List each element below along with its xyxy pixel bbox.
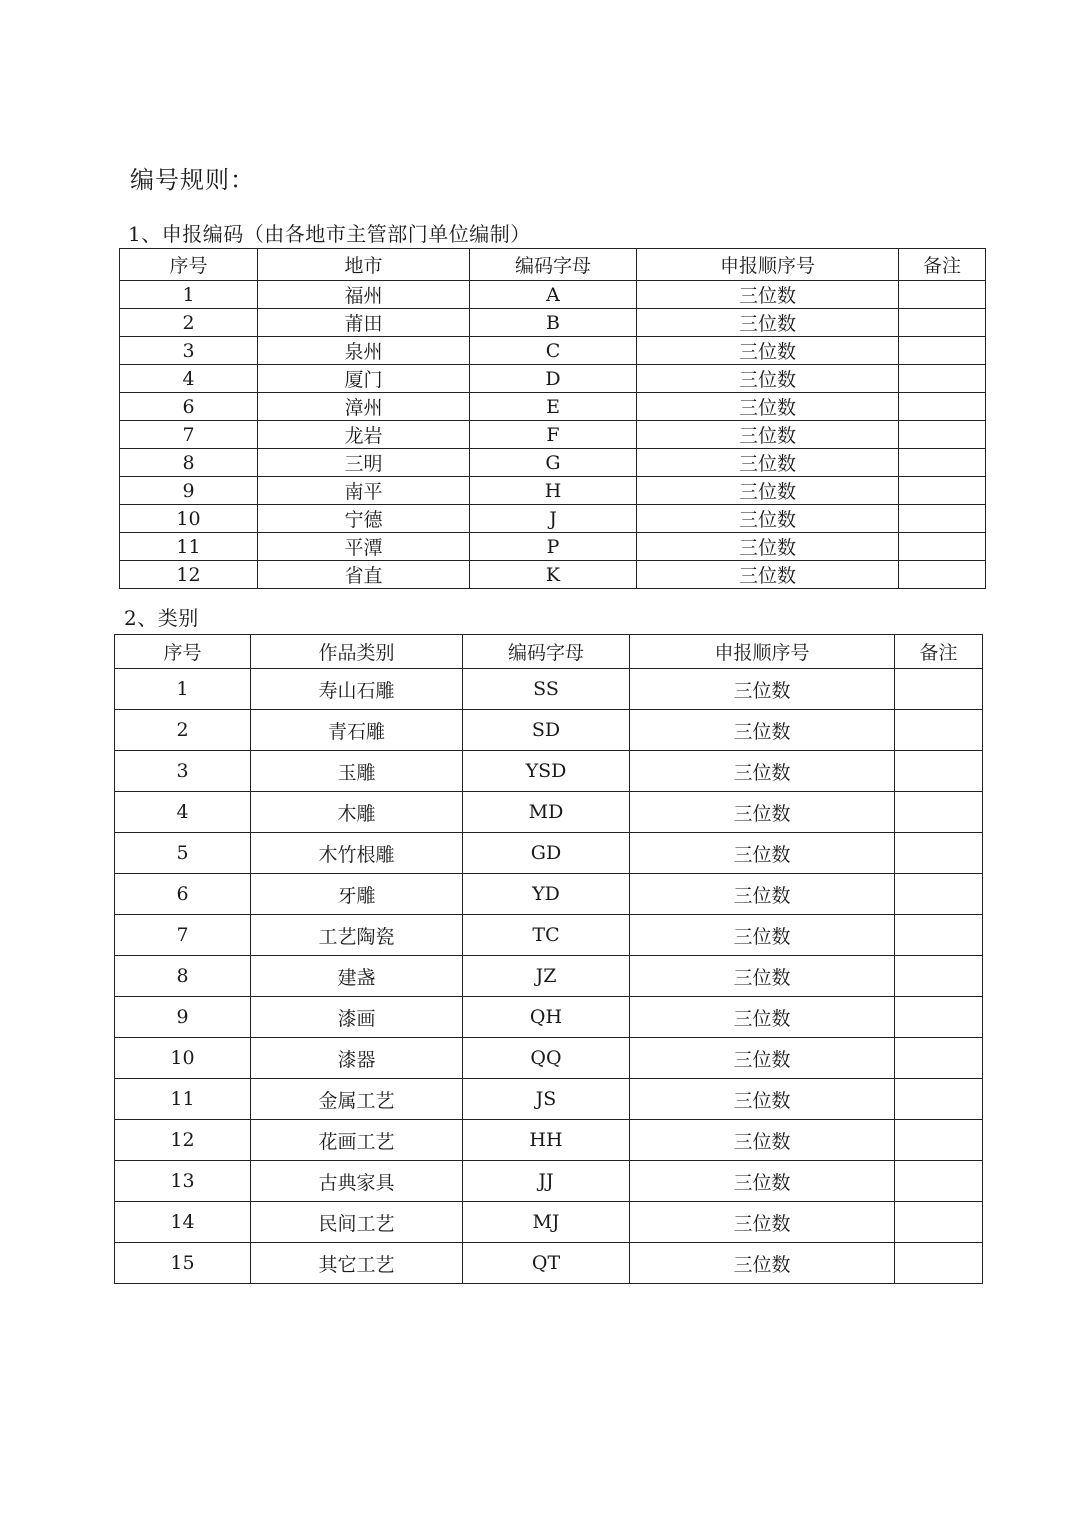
table-row <box>120 421 986 449</box>
page-title: 编号规则： <box>130 166 255 194</box>
table-cell <box>895 997 983 1038</box>
table-row <box>115 792 983 833</box>
table-cell: D <box>470 365 637 393</box>
table-row <box>115 874 983 915</box>
column-header: 申报顺序号 <box>637 249 899 281</box>
table-cell: MD <box>463 792 630 833</box>
table-row <box>115 669 983 710</box>
table-cell: 泉州 <box>258 337 470 365</box>
table-cell: 三位数 <box>630 1243 895 1284</box>
table-cell: 10 <box>120 505 258 533</box>
table-cell <box>899 281 986 309</box>
table-cell: 三位数 <box>630 1202 895 1243</box>
table-cell: 牙雕 <box>251 874 463 915</box>
table-cell: 三位数 <box>630 710 895 751</box>
table-cell: 南平 <box>258 477 470 505</box>
table-cell: 12 <box>115 1120 251 1161</box>
table-cell <box>895 1120 983 1161</box>
table-row <box>120 393 986 421</box>
table-cell: YD <box>463 874 630 915</box>
table-cell: SS <box>463 669 630 710</box>
table-row <box>120 533 986 561</box>
table-cell: 省直 <box>258 561 470 589</box>
table-cell: 福州 <box>258 281 470 309</box>
table-cell <box>895 1079 983 1120</box>
column-header: 地市 <box>258 249 470 281</box>
table-cell: 民间工艺 <box>251 1202 463 1243</box>
table-cell: TC <box>463 915 630 956</box>
table-cell: 青石雕 <box>251 710 463 751</box>
table-header-row <box>115 635 983 669</box>
table-row <box>115 833 983 874</box>
table-cell <box>895 792 983 833</box>
table-cell: 三位数 <box>630 1079 895 1120</box>
table-cell: 9 <box>120 477 258 505</box>
table-cell: 古典家具 <box>251 1161 463 1202</box>
table-cell <box>895 1161 983 1202</box>
table-cell <box>895 710 983 751</box>
table-cell: HH <box>463 1120 630 1161</box>
table-row <box>115 997 983 1038</box>
table-cell: JZ <box>463 956 630 997</box>
table-cell: 11 <box>120 533 258 561</box>
table-cell: 9 <box>115 997 251 1038</box>
table-cell: 三位数 <box>630 874 895 915</box>
table-cell <box>899 505 986 533</box>
column-header: 备注 <box>899 249 986 281</box>
table-cell: 玉雕 <box>251 751 463 792</box>
table-cell: 莆田 <box>258 309 470 337</box>
table-cell <box>895 874 983 915</box>
table-cell <box>899 309 986 337</box>
table-cell: 三位数 <box>630 833 895 874</box>
table-cell: 建盏 <box>251 956 463 997</box>
table-cell: 5 <box>115 833 251 874</box>
column-header: 作品类别 <box>251 635 463 669</box>
table-cell: 三位数 <box>630 997 895 1038</box>
table-cell: 三位数 <box>637 393 899 421</box>
table-row <box>120 561 986 589</box>
table-cell: 三位数 <box>630 669 895 710</box>
table-cell: 寿山石雕 <box>251 669 463 710</box>
table-cell <box>899 365 986 393</box>
table-cell: 三位数 <box>630 792 895 833</box>
table-cell <box>899 533 986 561</box>
table-cell: 花画工艺 <box>251 1120 463 1161</box>
table-cell: 2 <box>120 309 258 337</box>
table-row <box>120 477 986 505</box>
table-cell: 三明 <box>258 449 470 477</box>
table-cell: 8 <box>120 449 258 477</box>
table-cell: E <box>470 393 637 421</box>
table-cell: QH <box>463 997 630 1038</box>
table-row <box>115 710 983 751</box>
table-cell: 三位数 <box>637 281 899 309</box>
table-cell: 1 <box>120 281 258 309</box>
column-header: 序号 <box>120 249 258 281</box>
table-cell: 漆画 <box>251 997 463 1038</box>
table-row <box>120 309 986 337</box>
table-cell: 三位数 <box>630 751 895 792</box>
table-cell: 三位数 <box>637 477 899 505</box>
table-cell: 宁德 <box>258 505 470 533</box>
table-cell: 2 <box>115 710 251 751</box>
table-cell: 15 <box>115 1243 251 1284</box>
table-cell: 三位数 <box>630 915 895 956</box>
table-cell: 11 <box>115 1079 251 1120</box>
column-header: 编码字母 <box>463 635 630 669</box>
table-row <box>115 1038 983 1079</box>
table-row <box>120 337 986 365</box>
table-cell <box>895 669 983 710</box>
table-cell: 三位数 <box>637 365 899 393</box>
table-cell: 龙岩 <box>258 421 470 449</box>
table-cell: 工艺陶瓷 <box>251 915 463 956</box>
table-cell: 三位数 <box>630 1161 895 1202</box>
table-cell: SD <box>463 710 630 751</box>
table-cell: G <box>470 449 637 477</box>
table-cell: 三位数 <box>637 505 899 533</box>
table-cell: 三位数 <box>637 449 899 477</box>
column-header: 申报顺序号 <box>630 635 895 669</box>
table-cell: 6 <box>120 393 258 421</box>
table-cell: 12 <box>120 561 258 589</box>
table-cell <box>895 751 983 792</box>
column-header: 编码字母 <box>470 249 637 281</box>
table-cell: 漳州 <box>258 393 470 421</box>
table-cell <box>895 1038 983 1079</box>
column-header: 备注 <box>895 635 983 669</box>
table-cell <box>895 833 983 874</box>
table-cell: 1 <box>115 669 251 710</box>
table-cell: 其它工艺 <box>251 1243 463 1284</box>
table-cell: MJ <box>463 1202 630 1243</box>
table-cell: 3 <box>115 751 251 792</box>
table-cell: 6 <box>115 874 251 915</box>
table-cell: 三位数 <box>637 421 899 449</box>
table-cell: 木竹根雕 <box>251 833 463 874</box>
table-row <box>115 1161 983 1202</box>
table-row <box>120 365 986 393</box>
table-cell: 平潭 <box>258 533 470 561</box>
table-cell: J <box>470 505 637 533</box>
table-cell: 7 <box>115 915 251 956</box>
table-cell: A <box>470 281 637 309</box>
section-title-category: 2、类别 <box>124 606 199 630</box>
table-row <box>115 1243 983 1284</box>
table-row <box>115 1079 983 1120</box>
table-cell <box>895 1243 983 1284</box>
table-row <box>120 449 986 477</box>
table-cell: 7 <box>120 421 258 449</box>
table-row <box>115 1120 983 1161</box>
table-cell: 三位数 <box>630 1038 895 1079</box>
section-title-declaration-code: 1、申报编码（由各地市主管部门单位编制） <box>128 222 531 246</box>
table-cell <box>899 337 986 365</box>
table-cell <box>899 449 986 477</box>
table-cell <box>895 956 983 997</box>
table-cell <box>899 421 986 449</box>
table-cell: 三位数 <box>637 309 899 337</box>
table-cell: C <box>470 337 637 365</box>
table-cell <box>895 915 983 956</box>
category-table <box>114 634 983 1284</box>
table-cell: 三位数 <box>630 956 895 997</box>
table-cell <box>899 561 986 589</box>
table-cell: 三位数 <box>637 337 899 365</box>
table-cell: 三位数 <box>630 1120 895 1161</box>
table-cell <box>899 477 986 505</box>
table-cell: 厦门 <box>258 365 470 393</box>
table-cell: 14 <box>115 1202 251 1243</box>
table-cell: QT <box>463 1243 630 1284</box>
table-cell: F <box>470 421 637 449</box>
table-cell: QQ <box>463 1038 630 1079</box>
table-cell: 4 <box>115 792 251 833</box>
table-row <box>115 1202 983 1243</box>
table-row <box>115 915 983 956</box>
table-cell: 4 <box>120 365 258 393</box>
table-cell: B <box>470 309 637 337</box>
table-cell: YSD <box>463 751 630 792</box>
table-cell: 漆器 <box>251 1038 463 1079</box>
table-cell: 金属工艺 <box>251 1079 463 1120</box>
column-header: 序号 <box>115 635 251 669</box>
table-row <box>120 505 986 533</box>
table-cell: 10 <box>115 1038 251 1079</box>
table-cell: 13 <box>115 1161 251 1202</box>
table-cell: H <box>470 477 637 505</box>
table-cell: P <box>470 533 637 561</box>
table-row <box>115 956 983 997</box>
table-cell <box>895 1202 983 1243</box>
table-cell: JS <box>463 1079 630 1120</box>
table-cell: 8 <box>115 956 251 997</box>
table-cell <box>899 393 986 421</box>
table-cell: 木雕 <box>251 792 463 833</box>
table-cell: 3 <box>120 337 258 365</box>
declaration-code-table <box>119 248 986 589</box>
table-row <box>115 751 983 792</box>
table-row <box>120 281 986 309</box>
table-cell: JJ <box>463 1161 630 1202</box>
table-cell: K <box>470 561 637 589</box>
table-header-row <box>120 249 986 281</box>
table-cell: 三位数 <box>637 561 899 589</box>
table-cell: 三位数 <box>637 533 899 561</box>
table-cell: GD <box>463 833 630 874</box>
